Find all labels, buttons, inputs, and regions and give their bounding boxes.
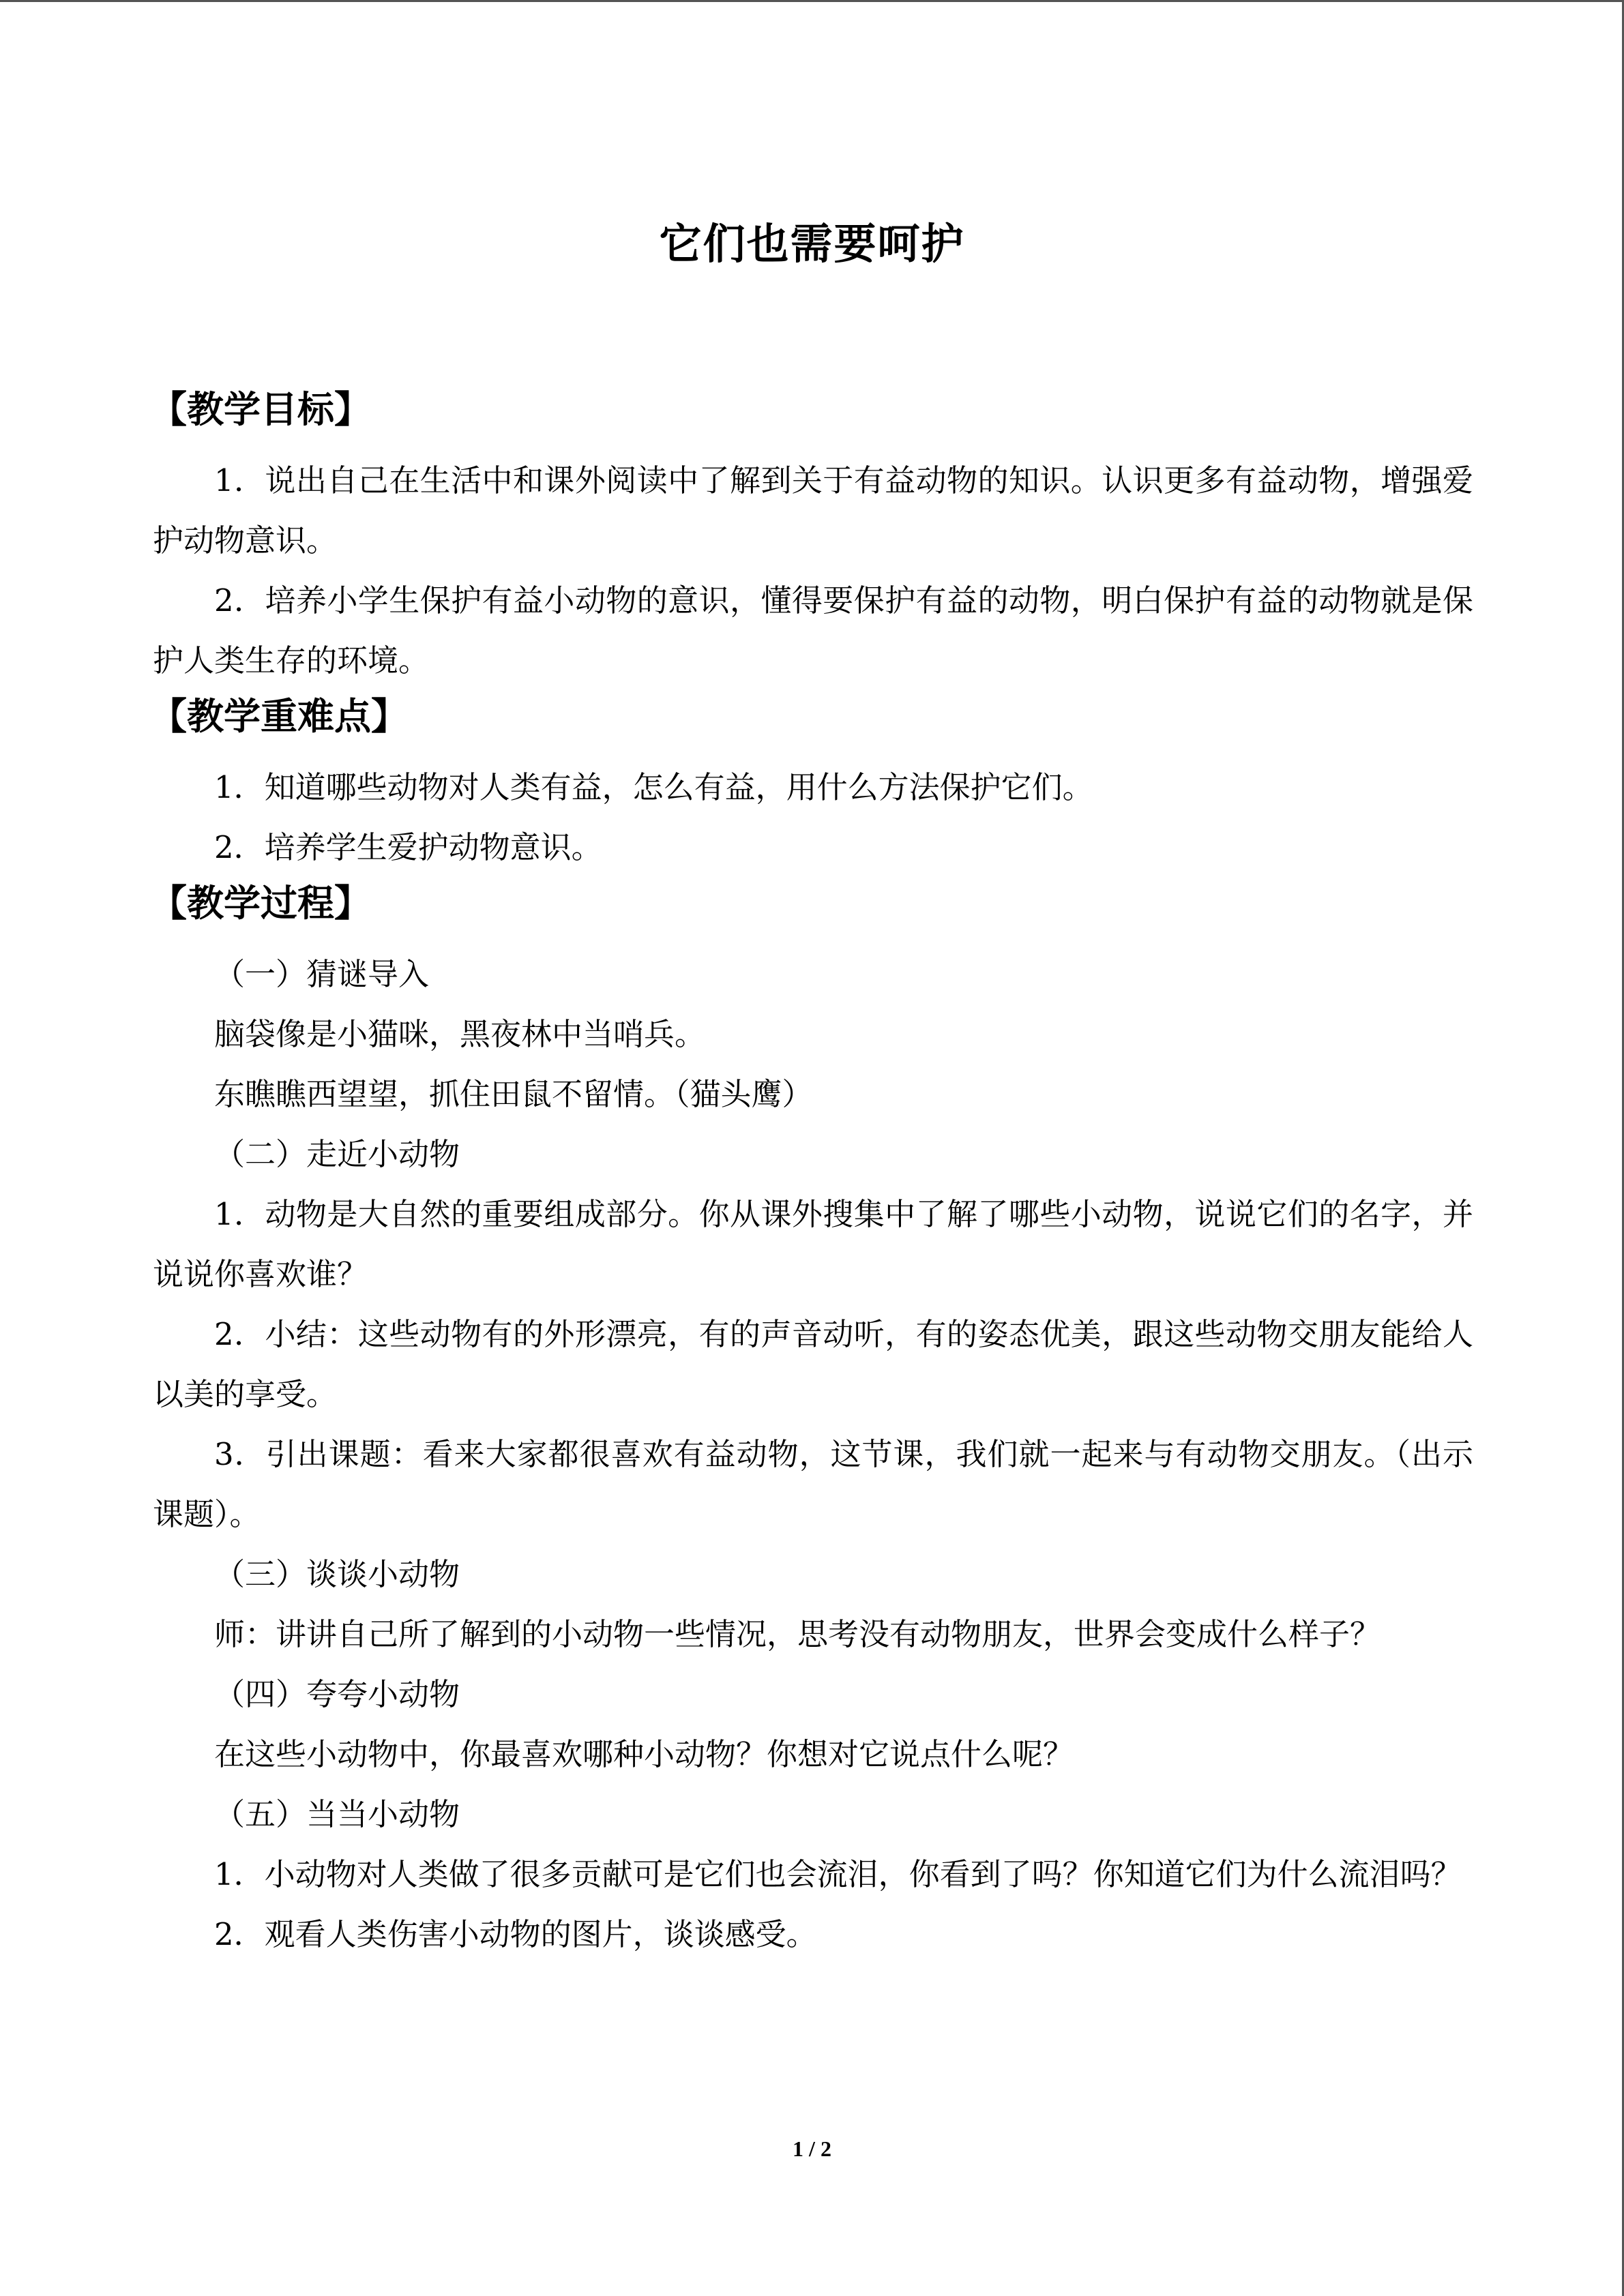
heading-goals: 【教学目标】 <box>150 388 371 431</box>
heading-process: 【教学过程】 <box>150 882 371 925</box>
process-subheading-2: （二）走近小动物 <box>214 1136 460 1172</box>
goal-item-1: 1．说出自己在生活中和课外阅读中了解到关于有益动物的知识。认识更多有益动物，增强爱护动物意识。 <box>153 462 1473 558</box>
keypoint-item-1: 1．知道哪些动物对人类有益，怎么有益，用什么方法保护它们。 <box>214 769 1093 805</box>
process-item-3-1: 师：讲讲自己所了解到的小动物一些情况，思考没有动物朋友，世界会变成什么样子？ <box>214 1616 1381 1652</box>
process-subheading-1: （一）猜谜导入 <box>214 956 430 992</box>
process-item-2-1: 1．动物是大自然的重要组成部分。你从课外搜集中了解了哪些小动物，说说它们的名字，并说说你喜欢谁？ <box>153 1196 1473 1292</box>
process-item-5-2: 2．观看人类伤害小动物的图片，谈谈感受。 <box>214 1916 817 1952</box>
process-subheading-5: （五）当当小动物 <box>214 1796 460 1832</box>
document-body <box>150 384 1473 1965</box>
riddle-line-1: 脑袋像是小猫咪，黑夜林中当哨兵。 <box>214 1016 706 1052</box>
process-item-2-2: 2．小结：这些动物有的外形漂亮，有的声音动听，有的姿态优美，跟这些动物交朋友能给人以美的享受。 <box>153 1316 1473 1412</box>
heading-keypoints: 【教学重难点】 <box>150 695 408 738</box>
process-subheading-3: （三）谈谈小动物 <box>214 1556 460 1592</box>
page-number: 1 / 2 <box>793 2136 831 2161</box>
goal-item-2: 2．培养小学生保护有益小动物的意识，懂得要保护有益的动物，明白保护有益的动物就是保护人类生存的环境。 <box>153 582 1473 679</box>
riddle-line-2: 东瞧瞧西望望，抓住田鼠不留情。（猫头鹰） <box>214 1076 813 1112</box>
keypoint-item-2: 2．培养学生爱护动物意识。 <box>214 829 602 865</box>
process-item-4-1: 在这些小动物中，你最喜欢哪种小动物？你想对它说点什么呢？ <box>214 1736 1074 1772</box>
process-item-2-3: 3．引出课题：看来大家都很喜欢有益动物，这节课，我们就一起来与有动物交朋友。（出示课题）。 <box>153 1436 1473 1532</box>
document-title: 它们也需要呵护 <box>659 219 965 269</box>
process-item-5-1: 1．小动物对人类做了很多贡献可是它们也会流泪，你看到了吗？你知道它们为什么流泪吗？ <box>214 1856 1462 1892</box>
process-subheading-4: （四）夸夸小动物 <box>214 1676 460 1712</box>
